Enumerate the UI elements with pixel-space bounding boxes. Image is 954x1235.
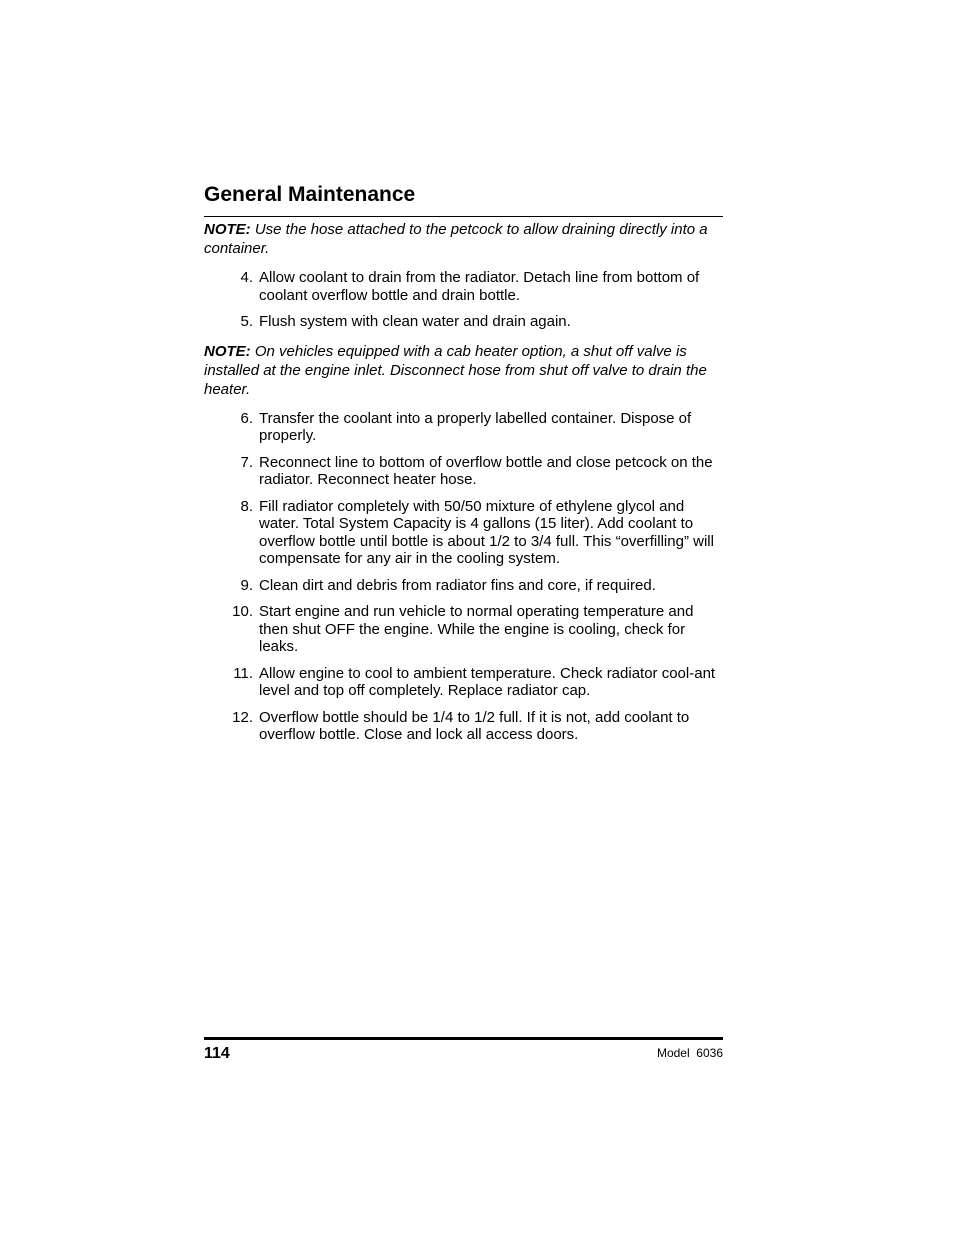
step-text: Allow engine to cool to ambient temperature. Check radiator cool-ant level and top off completely. Replace radiator cap. bbox=[259, 664, 716, 699]
note-label: NOTE: bbox=[204, 221, 251, 238]
step-number: 11. bbox=[233, 664, 253, 682]
step-text: Transfer the coolant into a properly labelled container. Dispose of properly. bbox=[259, 409, 692, 444]
step-item bbox=[204, 665, 723, 700]
step-number: 4. bbox=[240, 269, 253, 286]
note-label: NOTE: bbox=[204, 342, 251, 360]
manual-page bbox=[204, 0, 723, 1235]
step-text: Overflow bottle should be 1/4 to 1/2 full. If it is not, add coolant to overflow bottle. Close and lock all access doors. bbox=[259, 708, 690, 743]
step-text: Reconnect line to bottom of overflow bottle and close petcock on the radiator. Reconnect heater hose. bbox=[259, 453, 713, 488]
page-content bbox=[204, 220, 723, 753]
step-number: 7. bbox=[240, 453, 253, 471]
note-text: On vehicles equipped with a cab heater option, a shut off valve is installed at the engine inlet. Disconnect hose from shut off valve to drain the heater. bbox=[204, 342, 707, 398]
step-text: Fill radiator completely with 50/50 mixture of ethylene glycol and water. Total System Capacity is 4 gallons (15 liter). Add coolant to overflow bottle until bottle is about 1/2 to 3/4 full. This “overfilling” will compensate for any air in the cooling system. bbox=[259, 497, 714, 567]
step-item bbox=[204, 454, 723, 489]
step-number: 6. bbox=[240, 409, 253, 427]
step-item bbox=[204, 269, 723, 304]
step-item bbox=[204, 603, 723, 656]
step-number: 12. bbox=[232, 708, 253, 726]
footer-divider bbox=[204, 1037, 723, 1040]
step-text: Allow coolant to drain from the radiator. Detach line from bottom of coolant overflow bottle and drain bottle. bbox=[259, 269, 700, 304]
step-item bbox=[204, 709, 723, 744]
note-text: Use the hose attached to the petcock to allow draining directly into a container. bbox=[204, 221, 708, 257]
step-number: 5. bbox=[240, 313, 253, 330]
model-label: Model 6036 bbox=[656, 1046, 723, 1060]
step-text: Flush system with clean water and drain again. bbox=[259, 313, 571, 330]
step-number: 8. bbox=[240, 497, 253, 515]
step-item bbox=[204, 498, 723, 568]
step-number: 9. bbox=[240, 576, 253, 594]
note-cab-heater bbox=[204, 342, 723, 399]
note-draining bbox=[204, 220, 723, 258]
step-text: Start engine and run vehicle to normal operating temperature and then shut OFF the engine. While the engine is cooling, check for leaks. bbox=[259, 603, 694, 655]
step-item bbox=[204, 410, 723, 445]
step-item bbox=[204, 313, 723, 331]
section-title: General Maintenance bbox=[204, 183, 416, 206]
header-divider bbox=[204, 216, 723, 217]
step-item bbox=[204, 577, 723, 595]
step-text: Clean dirt and debris from radiator fins and core, if required. bbox=[259, 576, 656, 594]
step-number: 10. bbox=[232, 603, 253, 620]
page-number: 114 bbox=[204, 1045, 230, 1062]
